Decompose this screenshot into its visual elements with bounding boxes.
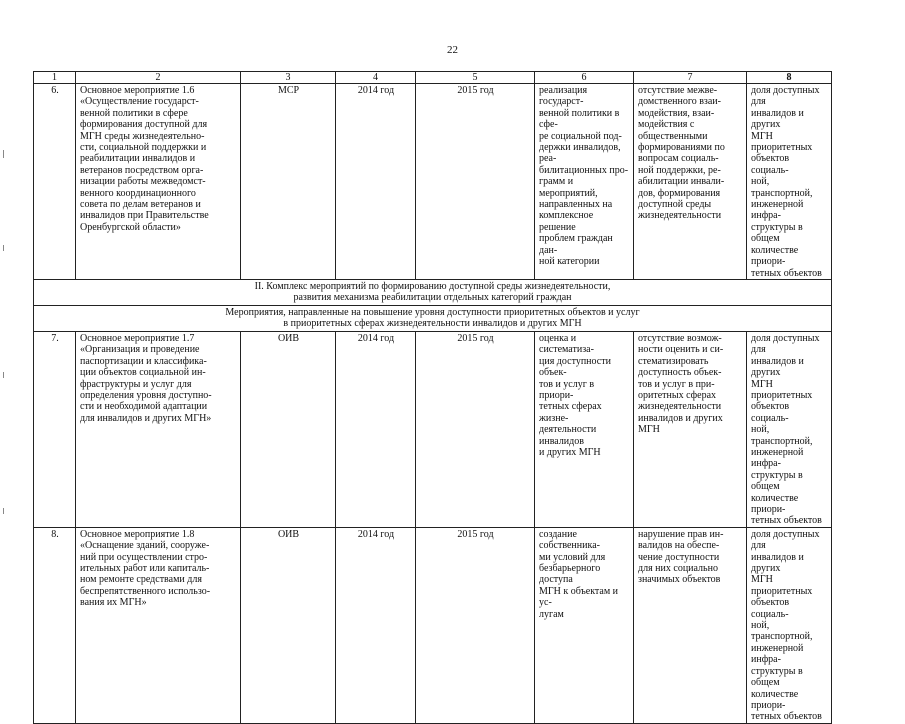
subsection-heading: Мероприятия, направленные на повышение уровня доступности приоритетных объектов и услуг в приоритетных сферах жизнедеятельности инвалидов и других МГН bbox=[34, 305, 832, 331]
indicator-cell: доля доступных для инвалидов и других МГН приоритетных объектов социаль- ной, транспортной, инженерной инфра- структуры в общем количестве приори- тетных объектов bbox=[747, 331, 832, 527]
subsection-heading-row bbox=[34, 305, 832, 331]
column-numbers-row bbox=[34, 72, 832, 84]
consequences-cell: отсутствие межве- домственного взаи- модействия, взаи- модействия с общественными формированиями по вопросам социаль- ной поддержки, ре- абилитации инвали- дов, формирования доступной среды жизнедеятельности bbox=[634, 84, 747, 280]
start-cell: 2014 год bbox=[336, 527, 416, 723]
column-number: 3 bbox=[241, 72, 336, 84]
executor-cell: ОИВ bbox=[241, 331, 336, 527]
column-number: 7 bbox=[634, 72, 747, 84]
indicator-cell: доля доступных для инвалидов и других МГН приоритетных объектов социаль- ной, транспортной, инженерной инфра- структуры в общем количестве приори- тетных объектов bbox=[747, 527, 832, 723]
end-cell: 2015 год bbox=[416, 527, 535, 723]
start-cell: 2014 год bbox=[336, 331, 416, 527]
table-row bbox=[34, 527, 832, 723]
scan-mark bbox=[3, 372, 4, 378]
scan-mark bbox=[3, 150, 4, 158]
column-number: 4 bbox=[336, 72, 416, 84]
row-number: 6. bbox=[34, 84, 76, 280]
section-heading: II. Комплекс мероприятий по формированию доступной среды жизнедеятельности, развития механизма реабилитации отдельных категорий граждан bbox=[34, 279, 832, 305]
table-row bbox=[34, 84, 832, 280]
column-number: 6 bbox=[535, 72, 634, 84]
row-number: 8. bbox=[34, 527, 76, 723]
end-cell: 2015 год bbox=[416, 84, 535, 280]
scan-mark bbox=[3, 245, 4, 251]
column-number: 1 bbox=[34, 72, 76, 84]
scan-mark bbox=[3, 508, 4, 514]
event-cell: Основное мероприятие 1.6 «Осуществление государст- венной политики в сфере формирования доступной для МГН среды жизнедеятельно- сти, социальной поддержки и реабилитации инвалидов и ветеранов посредством орга- низации работы межведомст- венного координационного совета по делам ветеранов и инвалидов при Правительстве Оренбургской области» bbox=[76, 84, 241, 280]
result-cell: оценка и систематиза- ция доступности объек- тов и услуг в приори- тетных сферах жизне- деятельности инвалидов и других МГН bbox=[535, 331, 634, 527]
measures-table bbox=[33, 71, 832, 724]
section-heading-row bbox=[34, 279, 832, 305]
executor-cell: МСР bbox=[241, 84, 336, 280]
consequences-cell: отсутствие возмож- ности оценить и си- стематизировать доступность объек- тов и услуг в при- оритетных сферах жизнедеятельности инвалидов и других МГН bbox=[634, 331, 747, 527]
page-number: 22 bbox=[447, 44, 458, 56]
consequences-cell: нарушение прав ин- валидов на обеспе- чение доступности для них социально значимых объектов bbox=[634, 527, 747, 723]
executor-cell: ОИВ bbox=[241, 527, 336, 723]
result-cell: создание собственника- ми условий для безбарьерного доступа МГН к объектам и ус- лугам bbox=[535, 527, 634, 723]
start-cell: 2014 год bbox=[336, 84, 416, 280]
event-cell: Основное мероприятие 1.8 «Оснащение зданий, сооруже- ний при осуществлении стро- ительных работ или капиталь- ном ремонте средствами для беспрепятственного использо- вания их МГН» bbox=[76, 527, 241, 723]
column-number: 2 bbox=[76, 72, 241, 84]
column-number: 8 bbox=[747, 72, 832, 84]
event-cell: Основное мероприятие 1.7 «Организация и проведение паспортизации и классифика- ции объектов социальной ин- фраструктуры и услуг для определения уровня доступно- сти и необходимой адаптации для инвалидов и других МГН» bbox=[76, 331, 241, 527]
end-cell: 2015 год bbox=[416, 331, 535, 527]
table-row bbox=[34, 331, 832, 527]
row-number: 7. bbox=[34, 331, 76, 527]
column-number: 5 bbox=[416, 72, 535, 84]
result-cell: реализация государст- венной политики в сфе- ре социальной под- держки инвалидов, реа- билитационных про- грамм и мероприятий, направленных на комплексное решение проблем граждан дан- ной категории bbox=[535, 84, 634, 280]
indicator-cell: доля доступных для инвалидов и других МГН приоритетных объектов социаль- ной, транспортной, инженерной инфра- структуры в общем количестве приори- тетных объектов bbox=[747, 84, 832, 280]
